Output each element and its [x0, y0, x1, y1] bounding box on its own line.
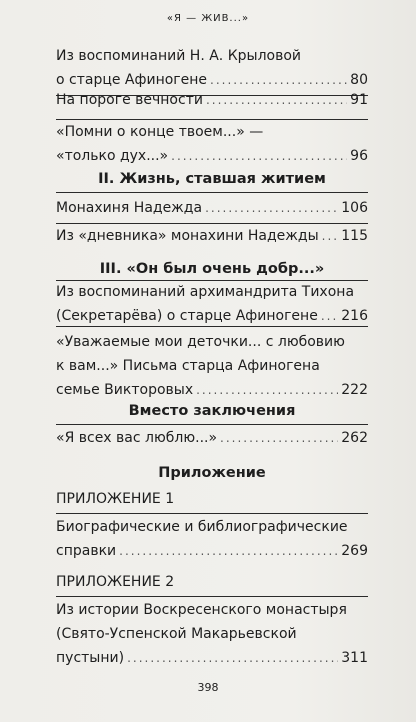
toc-entry-text: о старце Афиногене — [56, 72, 208, 88]
toc-entry — [56, 280, 368, 328]
toc-page-number: 80 — [350, 72, 368, 88]
toc-entry-line: к вам...» Письма старца Афиногена — [56, 358, 320, 374]
toc-entry-last-line — [56, 88, 368, 112]
divider — [56, 192, 368, 193]
toc-entry-last-line — [56, 196, 368, 220]
divider — [56, 326, 368, 327]
section-heading-part-2: II. Жизнь, ставшая житием — [98, 171, 326, 187]
divider — [56, 596, 368, 597]
toc-entry — [56, 426, 368, 450]
divider — [56, 513, 368, 514]
toc-entry-text: Из «дневника» монахини Надежды — [56, 228, 319, 244]
toc-entry-line: Из истории Воскресенского монастыря — [56, 602, 347, 618]
toc-page-number: 96 — [350, 148, 368, 164]
toc-entry-text: «Я всех вас люблю...» — [56, 430, 218, 446]
dot-leader — [171, 144, 347, 168]
toc-entry-line: Из воспоминаний Н. А. Крыловой — [56, 48, 302, 64]
running-head: «Я — ЖИВ...» — [166, 13, 250, 24]
toc-entry-last-line — [56, 304, 368, 328]
section-heading-part-3: III. «Он был очень добр...» — [99, 261, 325, 277]
dot-leader — [206, 88, 347, 112]
toc-entry — [56, 44, 368, 92]
toc-entry — [56, 120, 368, 168]
dot-leader — [220, 426, 338, 450]
toc-entry-line: (Свято-Успенской Макарьевской — [56, 626, 297, 642]
page-number: 398 — [197, 681, 219, 694]
dot-leader — [119, 539, 338, 563]
divider — [56, 424, 368, 425]
toc-entry-last-line — [56, 224, 368, 248]
toc-entry-last-line — [56, 539, 368, 563]
toc-page-number: 269 — [341, 543, 368, 559]
dot-leader — [127, 646, 338, 670]
appendix-2-heading: ПРИЛОЖЕНИЕ 2 — [56, 574, 175, 590]
dot-leader — [321, 304, 338, 328]
dot-leader — [322, 224, 339, 248]
toc-entry-text: семье Викторовых — [56, 382, 194, 398]
appendix-1-heading: ПРИЛОЖЕНИЕ 1 — [56, 491, 175, 507]
section-heading-appendix: Приложение — [158, 465, 266, 481]
toc-entry — [56, 515, 368, 563]
toc-entry-text: справки — [56, 543, 117, 559]
toc-page-number: 115 — [341, 228, 368, 244]
toc-entry-text: На пороге вечности — [56, 92, 203, 108]
toc-entry — [56, 88, 368, 112]
toc-entry — [56, 196, 368, 220]
toc-entry — [56, 224, 368, 248]
toc-entry-text: Монахиня Надежда — [56, 200, 203, 216]
toc-entry — [56, 598, 368, 670]
toc-page-number: 106 — [341, 200, 368, 216]
section-heading-conclusion: Вместо заключения — [128, 403, 296, 419]
toc-page-number: 262 — [341, 430, 368, 446]
toc-entry-line: Биографические и библиографические — [56, 519, 348, 535]
toc-page-number: 91 — [350, 92, 368, 108]
toc-entry-text: пустыни) — [56, 650, 125, 666]
toc-entry-last-line — [56, 144, 368, 168]
dot-leader — [205, 196, 338, 220]
toc-entry-last-line — [56, 646, 368, 670]
toc-entry-line: Из воспоминаний архимандрита Тихона — [56, 284, 355, 300]
toc-entry-text: (Секретарёва) о старце Афиногене — [56, 308, 318, 324]
toc-entry — [56, 330, 368, 402]
toc-page-number: 216 — [341, 308, 368, 324]
toc-entry-line: «Уважаемые мои деточки... с любовию — [56, 334, 345, 350]
toc-page-number: 222 — [341, 382, 368, 398]
toc-entry-text: «только дух...» — [56, 148, 169, 164]
toc-page-number: 311 — [341, 650, 368, 666]
toc-entry-line: «Помни о конце твоем...» — — [56, 124, 264, 140]
toc-entry-last-line — [56, 426, 368, 450]
